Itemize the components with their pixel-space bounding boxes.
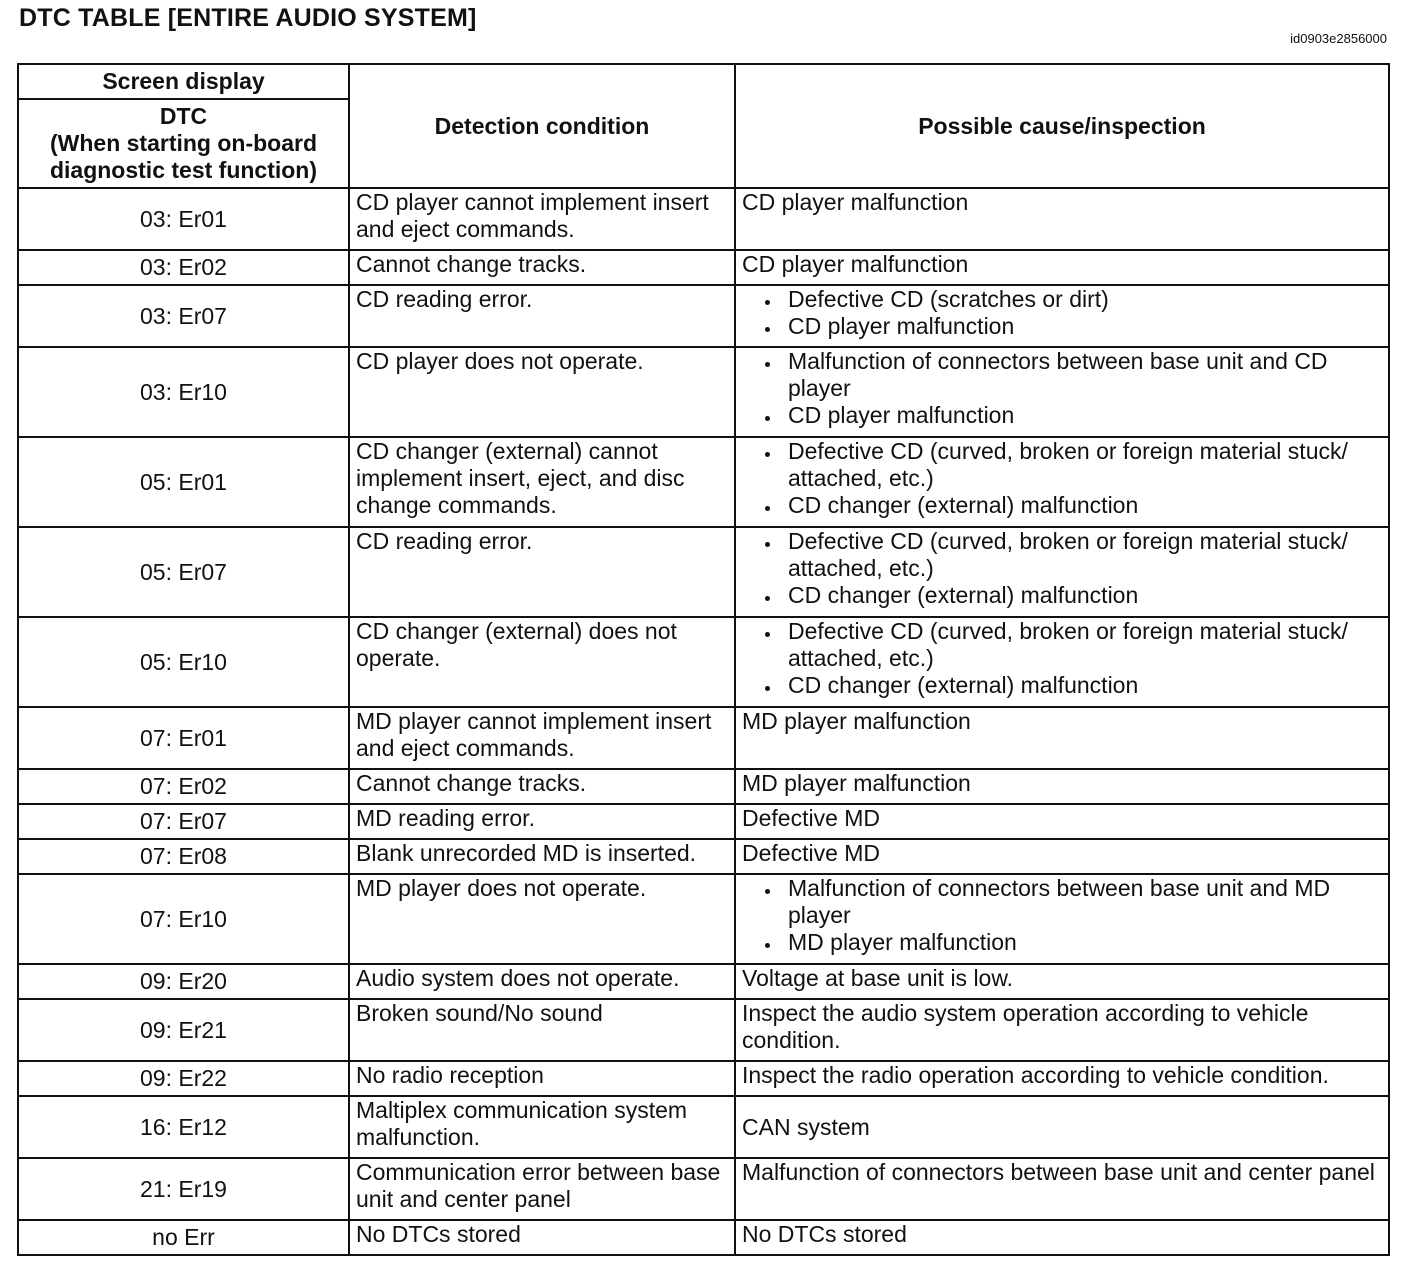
table-row (18, 839, 1389, 874)
table-row (18, 437, 1389, 527)
detection-condition-cell: MD reading error. (349, 804, 735, 839)
table-row (18, 617, 1389, 707)
detection-condition-cell: MD player does not operate. (349, 874, 735, 964)
table-row (18, 769, 1389, 804)
detection-condition-cell: CD reading error. (349, 285, 735, 347)
table-row (18, 1061, 1389, 1096)
cause-text: CD player malfunction (742, 251, 969, 277)
detection-condition-cell: Cannot change tracks. (349, 769, 735, 804)
document-id: id0903e2856000 (1290, 31, 1387, 46)
possible-cause-cell (735, 285, 1389, 347)
cause-list-item: • CD changer (external) malfunction (782, 492, 1382, 519)
possible-cause-cell (735, 437, 1389, 527)
dtc-code-cell: 05: Er07 (18, 527, 349, 617)
cause-text: CAN system (742, 1113, 870, 1140)
table-row (18, 707, 1389, 769)
cause-text: CD player malfunction (742, 189, 969, 215)
possible-cause-cell (735, 347, 1389, 437)
table-row (18, 999, 1389, 1061)
possible-cause-cell (735, 617, 1389, 707)
detection-condition-cell: CD changer (external) does not operate. (349, 617, 735, 707)
possible-cause-cell (735, 1158, 1389, 1220)
detection-condition-cell: Maltiplex communication system malfunction. (349, 1096, 735, 1158)
cause-list-item: • Defective CD (scratches or dirt) (782, 286, 1382, 313)
cause-text: Malfunction of connectors between base unit and center panel (742, 1159, 1375, 1185)
table-row (18, 874, 1389, 964)
cause-text: Defective MD (742, 840, 881, 866)
dtc-code-cell: 03: Er02 (18, 250, 349, 285)
detection-condition-cell: Blank unrecorded MD is inserted. (349, 839, 735, 874)
cause-text: Inspect the audio system operation according to vehicle condition. (742, 1000, 1309, 1053)
dtc-code-cell: 09: Er20 (18, 964, 349, 999)
cause-text: Defective MD (742, 805, 881, 831)
table-row (18, 964, 1389, 999)
detection-condition-cell: CD player does not operate. (349, 347, 735, 437)
cause-list-item: • CD player malfunction (782, 313, 1382, 340)
cause-list (742, 348, 1382, 429)
cause-list-item: • CD player malfunction (782, 402, 1382, 429)
detection-condition-cell: No DTCs stored (349, 1220, 735, 1255)
dtc-code-cell: 07: Er08 (18, 839, 349, 874)
cause-list (742, 528, 1382, 609)
dtc-code-cell: no Err (18, 1220, 349, 1255)
table-row (18, 1096, 1389, 1158)
dtc-code-cell: 09: Er22 (18, 1061, 349, 1096)
dtc-code-cell: 03: Er10 (18, 347, 349, 437)
cause-text: No DTCs stored (742, 1221, 907, 1247)
cause-list-item: • Defective CD (curved, broken or foreign material stuck/ attached, etc.) (782, 618, 1382, 672)
header-detection-condition: Detection condition (349, 64, 735, 188)
header-dtc: DTC (When starting on-board diagnostic test function) (18, 99, 349, 188)
cause-list-item: • Defective CD (curved, broken or foreign material stuck/ attached, etc.) (782, 438, 1382, 492)
dtc-code-cell: 21: Er19 (18, 1158, 349, 1220)
table-row (18, 188, 1389, 250)
detection-condition-cell: MD player cannot implement insert and eject commands. (349, 707, 735, 769)
cause-text: Inspect the radio operation according to vehicle condition. (742, 1062, 1329, 1088)
possible-cause-cell (735, 1061, 1389, 1096)
table-row (18, 1220, 1389, 1255)
cause-list (742, 286, 1382, 340)
cause-list (742, 438, 1382, 519)
page-title: DTC TABLE [ENTIRE AUDIO SYSTEM] (19, 4, 477, 32)
dtc-code-cell: 03: Er07 (18, 285, 349, 347)
table-row (18, 804, 1389, 839)
table-row (18, 1158, 1389, 1220)
detection-condition-cell: CD reading error. (349, 527, 735, 617)
cause-list (742, 875, 1382, 956)
dtc-code-cell: 07: Er02 (18, 769, 349, 804)
dtc-table (17, 63, 1390, 1256)
cause-list-item: • CD changer (external) malfunction (782, 672, 1382, 699)
header-screen-display: Screen display (18, 64, 349, 99)
possible-cause-cell (735, 804, 1389, 839)
cause-text: MD player malfunction (742, 770, 971, 796)
cause-list (742, 618, 1382, 699)
dtc-code-cell: 03: Er01 (18, 188, 349, 250)
dtc-code-cell: 05: Er01 (18, 437, 349, 527)
possible-cause-cell (735, 964, 1389, 999)
possible-cause-cell (735, 999, 1389, 1061)
cause-list-item: • Defective CD (curved, broken or foreign material stuck/ attached, etc.) (782, 528, 1382, 582)
dtc-code-cell: 05: Er10 (18, 617, 349, 707)
detection-condition-cell: Communication error between base unit and center panel (349, 1158, 735, 1220)
cause-list-item: • MD player malfunction (782, 929, 1382, 956)
dtc-code-cell: 07: Er10 (18, 874, 349, 964)
dtc-code-cell: 07: Er01 (18, 707, 349, 769)
table-row (18, 250, 1389, 285)
possible-cause-cell (735, 874, 1389, 964)
dtc-code-cell: 07: Er07 (18, 804, 349, 839)
table-row (18, 285, 1389, 347)
detection-condition-cell: CD changer (external) cannot implement insert, eject, and disc change commands. (349, 437, 735, 527)
cause-list-item: • CD changer (external) malfunction (782, 582, 1382, 609)
cause-text: MD player malfunction (742, 708, 971, 734)
cause-list-item: • Malfunction of connectors between base unit and CD player (782, 348, 1382, 402)
dtc-code-cell: 16: Er12 (18, 1096, 349, 1158)
dtc-table-body (18, 188, 1389, 1255)
table-row (18, 347, 1389, 437)
possible-cause-cell (735, 527, 1389, 617)
possible-cause-cell (735, 1096, 1389, 1158)
possible-cause-cell (735, 250, 1389, 285)
detection-condition-cell: No radio reception (349, 1061, 735, 1096)
detection-condition-cell: Cannot change tracks. (349, 250, 735, 285)
possible-cause-cell (735, 188, 1389, 250)
cause-list-item: • Malfunction of connectors between base unit and MD player (782, 875, 1382, 929)
possible-cause-cell (735, 1220, 1389, 1255)
cause-text: Voltage at base unit is low. (742, 965, 1014, 991)
detection-condition-cell: Audio system does not operate. (349, 964, 735, 999)
header-possible-cause: Possible cause/inspection (735, 64, 1389, 188)
possible-cause-cell (735, 769, 1389, 804)
detection-condition-cell: Broken sound/No sound (349, 999, 735, 1061)
detection-condition-cell: CD player cannot implement insert and eject commands. (349, 188, 735, 250)
possible-cause-cell (735, 707, 1389, 769)
possible-cause-cell (735, 839, 1389, 874)
table-row (18, 527, 1389, 617)
dtc-code-cell: 09: Er21 (18, 999, 349, 1061)
